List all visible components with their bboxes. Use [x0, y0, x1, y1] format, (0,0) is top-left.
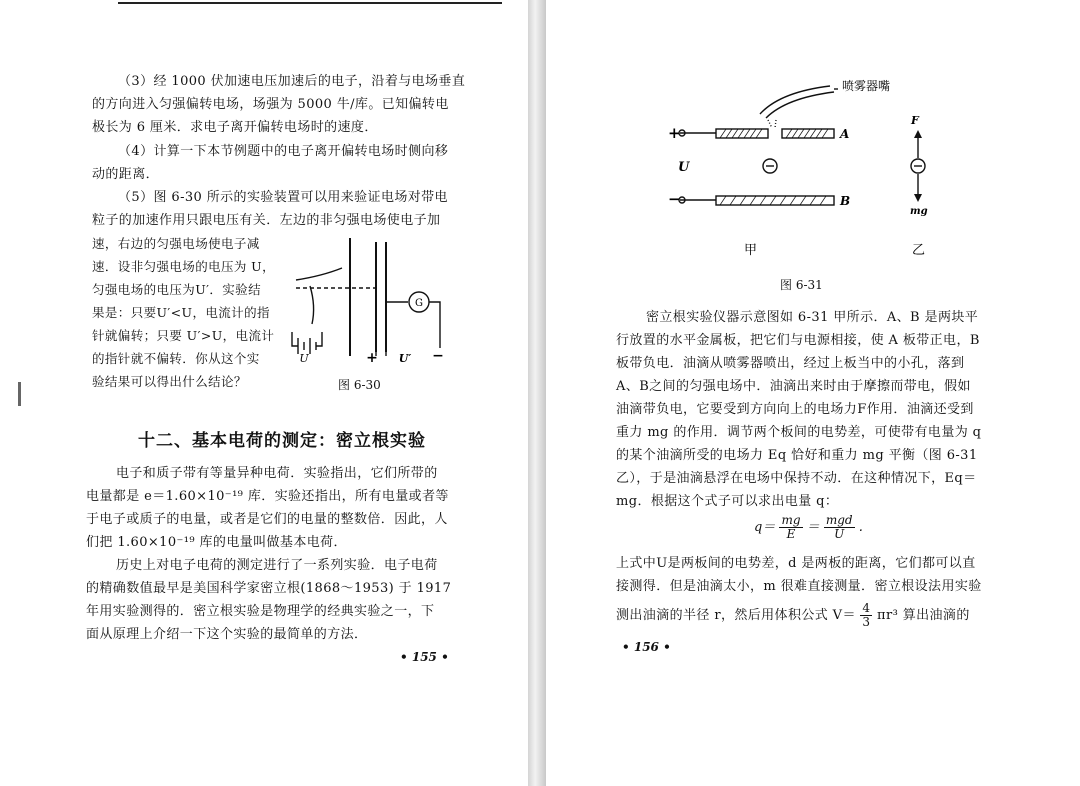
left-page: [0, 0, 528, 786]
exercise-3: [92, 70, 465, 139]
text-line: 历史上对电子电荷的测定进行了一系列实验．电子电荷: [116, 558, 438, 573]
force-label: F: [911, 114, 919, 127]
page-number-155: • 155 •: [400, 650, 449, 664]
text-line: 速．设非匀强电场的电压为 U，: [92, 259, 276, 274]
charge-formula: [754, 514, 863, 541]
fraction-mgd-over-u: [824, 514, 855, 541]
text-line: 电量都是 e＝1.60×10⁻¹⁹ 库．实验还指出，所有电量或者等: [86, 489, 449, 504]
text-line: 乙），于是油滴悬浮在电场中保持不动．在这种情况下，Eq＝: [616, 471, 977, 486]
text-line: 验结果可以得出什么结论？: [92, 374, 247, 389]
fraction-numerator: mg: [781, 513, 801, 527]
text-line: 上式中U是两板间的电势差，d 是两板的距离，它们都可以直: [616, 556, 976, 571]
text-segment: πr³ 算出油滴的: [877, 608, 970, 623]
text-line: 接测得．但是油滴太小，m 很难直接测量．密立根设法用实验: [616, 579, 982, 594]
text-line: （5）图 6-30 所示的实验装置可以用来验证电场对带电: [118, 190, 448, 205]
text-line: 果是：只要U′<U，电流计的指: [92, 305, 270, 320]
sprayer-label: 喷雾器嘴: [842, 79, 891, 93]
weight-label: mg: [910, 206, 928, 217]
field-line: [296, 268, 342, 280]
text-line: 速，右边的匀强电场使电子减: [92, 236, 260, 251]
plus-sign: +: [366, 350, 378, 366]
right-page: [546, 0, 1080, 786]
figure-6-30-diagram: [282, 228, 452, 368]
paragraph-measurement: [616, 552, 982, 598]
fraction-mg-over-e: [779, 514, 802, 541]
text-line: 粒子的加速作用只跟电压有关．左边的非匀强电场使电子加: [92, 213, 441, 228]
fraction-numerator: mgd: [825, 513, 853, 527]
page-number-156: • 156 •: [622, 640, 671, 654]
paragraph-elementary-charge: [86, 462, 449, 554]
voltage-u-label: U: [299, 352, 309, 365]
diagram-jia-label: 甲: [744, 243, 758, 258]
text-line: 行放置的水平金属板，把它们与电源相接，使 A 板带正电，B: [616, 333, 980, 348]
exercise-4: [92, 140, 448, 186]
exercise-5: [92, 186, 448, 232]
text-line: 于电子或质子的电量，或者是它们的电量的整数倍．因此，人: [86, 512, 448, 527]
figure-6-30-caption: 图 6-30: [338, 378, 381, 392]
text-line: 板带负电．油滴从喷雾器喷出，经过上板当中的小孔，落到: [616, 356, 965, 371]
voltage-uprime-label: U′: [398, 352, 412, 365]
formula-lhs: q＝: [754, 520, 776, 535]
galvanometer-label: G: [415, 298, 423, 309]
figure-6-31-diagram: [620, 72, 1000, 258]
minus-terminal: −: [668, 190, 681, 208]
diagram-yi-label: 乙: [912, 243, 926, 258]
fraction-denominator: E: [786, 527, 796, 541]
fraction-denominator: 3: [862, 615, 871, 629]
text-line: （4）计算一下本节例题中的电子离开偏转电场时侧向移: [118, 144, 449, 159]
fraction-4-over-3: [860, 602, 872, 629]
section-heading: 十二、基本电荷的测定：密立根实验: [138, 431, 426, 451]
text-line: 电子和质子带有等量异种电荷．实验指出，它们所带的: [116, 466, 438, 481]
text-line: 重力 mg 的作用．调节两个板间的电势差，可使带有电量为 q: [616, 425, 982, 440]
text-segment: 测出油滴的半径 r，然后用体积公式 V＝: [616, 608, 856, 623]
text-line: 密立根实验仪器示意图如 6-31 甲所示．A、B 是两块平: [646, 310, 979, 325]
text-line: A、B之间的匀强电场中．油滴出来时由于摩擦而带电，假如: [616, 379, 971, 394]
formula-period: .: [858, 520, 863, 535]
volume-formula-line: [616, 602, 970, 629]
fraction-numerator: 4: [862, 601, 871, 615]
text-line: 的某个油滴所受的电场力 Eq 恰好和重力 mg 平衡（图 6-31: [616, 448, 978, 463]
top-rule: [118, 2, 502, 4]
text-line: 的方向进入匀强偏转电场，场强为 5000 牛/库。已知偏转电: [92, 97, 449, 112]
book-gutter: [528, 0, 546, 786]
text-line: mg．根据这个式子可以求出电量 q：: [616, 494, 839, 509]
plate-a-label: A: [840, 127, 850, 141]
text-line: 针就偏转；只要 U′>U，电流计: [92, 328, 275, 343]
exercise-5-narrow: [92, 232, 275, 393]
scan-mark: [18, 382, 21, 406]
minus-sign: −: [432, 348, 444, 364]
text-line: 面从原理上介绍一下这个实验的最简单的方法．: [86, 627, 368, 642]
formula-equals: ＝: [806, 520, 820, 535]
text-line: 匀强电场的电压为U′．实验结: [92, 282, 261, 297]
fraction-denominator: U: [834, 527, 845, 541]
text-line: 们把 1.60×10⁻¹⁹ 库的电量叫做基本电荷．: [86, 535, 347, 550]
text-line: 的指针就不偏转．你从这个实: [92, 351, 260, 366]
plate-b-label: B: [840, 194, 851, 208]
text-line: 年用实验测得的．密立根实验是物理学的经典实验之一，下: [86, 604, 435, 619]
figure-6-31-caption: 图 6-31: [780, 278, 823, 292]
plus-terminal: +: [668, 124, 681, 142]
text-line: 极长为 6 厘米．求电子离开偏转电场时的速度．: [92, 120, 378, 135]
paragraph-millikan-apparatus: [616, 306, 981, 513]
voltage-label: U: [678, 160, 690, 175]
text-line: 的精确数值最早是美国科学家密立根(1868～1953) 于 1917: [86, 581, 452, 596]
paragraph-history: [86, 554, 451, 646]
text-line: 油滴带负电，它要受到方向向上的电场力F作用．油滴还受到: [616, 402, 974, 417]
text-line: （3）经 1000 伏加速电压加速后的电子，沿着与电场垂直: [118, 74, 466, 89]
text-line: 动的距离．: [92, 167, 160, 182]
